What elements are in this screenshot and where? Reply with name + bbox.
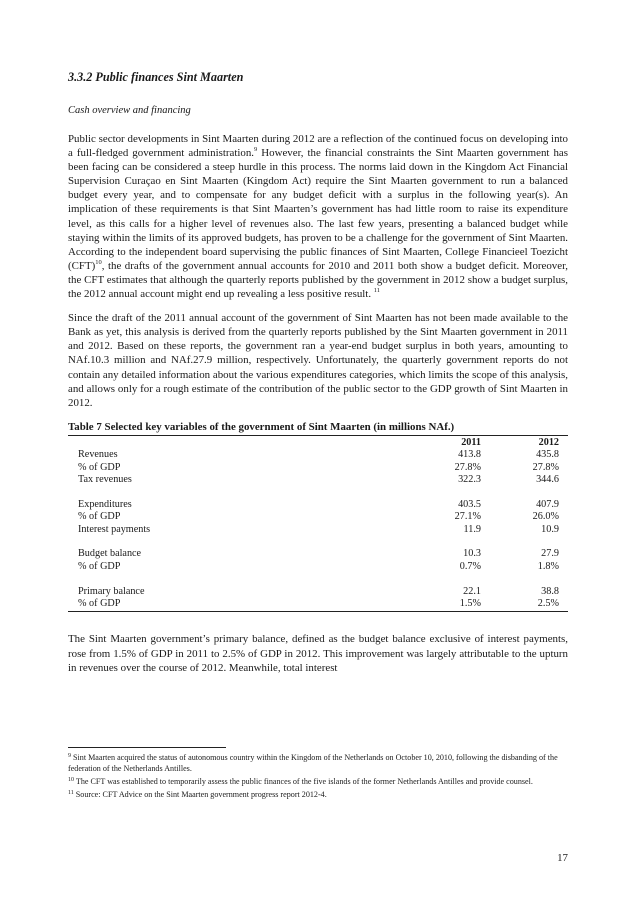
value-2011: 413.8 — [458, 449, 481, 461]
value-2012: 27.9 — [541, 548, 559, 560]
section-subheading: Cash overview and financing — [68, 105, 191, 116]
value-2012: 435.8 — [536, 449, 559, 461]
footnote-ref-9[interactable]: 9 — [254, 146, 258, 154]
table-row — [68, 524, 568, 536]
value-2011: 22.1 — [463, 585, 481, 597]
value-2012: 1.8% — [537, 560, 559, 572]
table-spacer — [68, 536, 568, 548]
footnote-number: 9 — [68, 753, 71, 759]
row-label: % of GDP — [78, 461, 121, 473]
table-spacer — [68, 486, 568, 498]
footnote-divider — [68, 747, 226, 748]
footnote-text: Sint Maarten acquired the status of autonomous country within the Kingdom of the Netherlands on October 10, 2010, following the disbanding of the federation of the Netherlands Antilles. — [68, 753, 558, 773]
value-2012: 26.0% — [532, 511, 559, 523]
row-label: Revenues — [78, 449, 118, 461]
value-2011: 27.1% — [454, 511, 481, 523]
table-row — [68, 449, 568, 461]
table-row — [68, 548, 568, 560]
column-header-2012: 2012 — [538, 436, 559, 448]
value-2011: 322.3 — [458, 474, 481, 485]
footnote-ref-10[interactable]: 10 — [95, 258, 102, 266]
row-label: Tax revenues — [78, 474, 132, 485]
footnote-number: 11 — [68, 790, 74, 796]
table-row — [68, 511, 568, 523]
value-2011: 0.7% — [459, 560, 481, 572]
value-2012: 38.8 — [541, 585, 559, 597]
column-header-2011: 2011 — [461, 436, 481, 448]
row-label: Primary balance — [78, 585, 145, 597]
row-label: % of GDP — [78, 560, 121, 572]
table-spacer — [68, 573, 568, 585]
footnote-text: Source: CFT Advice on the Sint Maarten government progress report 2012-4. — [73, 790, 327, 799]
page-content — [68, 70, 568, 685]
value-2012: 344.6 — [536, 474, 559, 485]
value-2011: 1.5% — [459, 598, 481, 610]
footnote-11 — [68, 789, 568, 800]
value-2012: 27.8% — [532, 461, 559, 473]
table-row — [68, 462, 568, 474]
paragraph-1-text-c: , the drafts of the government annual accounts for 2010 and 2011 both show a budget deficit. Moreover, the CFT estimates that although the quarterly reports published by the government in 2012 show a budget surplus, the 2012 annual account might end up revealing a less positive result. — [68, 259, 568, 301]
footnotes — [68, 752, 568, 802]
table-row — [68, 586, 568, 598]
paragraph-3: The Sint Maarten government’s primary balance, defined as the budget balance exclusive of interest payments, rose from 1.5% of GDP in 2011 to 2.5% of GDP in 2012. This improvement was largely attributable to the upturn in revenues over the course of 2012. Meanwhile, total interest — [68, 633, 568, 674]
key-variables-table — [68, 435, 568, 613]
row-label: Interest payments — [78, 523, 151, 535]
value-2011: 11.9 — [463, 523, 481, 535]
paragraph-1 — [68, 132, 568, 301]
paragraph-2: Since the draft of the 2011 annual account of the government of Sint Maarten has not been made available to the Bank as yet, this analysis is derived from the quarterly reports published by the Sint Maarten government in 2011 and 2012. Based on these reports, the government ran a year-end budget surplus in both years, amounting to NAf.10.3 million and NAf.27.9 million, respectively. Unfortunately, the quarterly government reports do not contain any detailed information about the various expenditures categories, which limits the scope of this analysis, and allows only for a rough estimate of the contribution of the public sector to the GDP growth of Sint Maarten in 2012. — [68, 312, 568, 409]
value-2011: 10.3 — [463, 548, 481, 560]
table-row — [68, 598, 568, 612]
value-2011: 403.5 — [458, 498, 481, 510]
row-label: Expenditures — [78, 498, 132, 510]
section-heading: 3.3.2 Public finances Sint Maarten — [68, 70, 244, 84]
table-title: Table 7 Selected key variables of the government of Sint Maarten (in millions NAf.) — [68, 420, 455, 433]
table-row — [68, 499, 568, 511]
table-row — [68, 474, 568, 486]
row-label: % of GDP — [78, 598, 121, 610]
footnote-ref-11[interactable]: 11 — [373, 287, 381, 295]
value-2012: 407.9 — [536, 498, 559, 510]
value-2012: 10.9 — [541, 523, 559, 535]
paragraph-1-text-a: Public sector developments in Sint Maarten during 2012 are a reflection of the continued focus on developing into a full-fledged government administration. — [68, 133, 568, 160]
paragraph-1-text-b: However, the financial constraints the Sint Maarten government has been facing can be considered a steep hurdle in this process. The norms laid down in the Kingdom Act Financial Supervision Curaçao en Sint Maarten (Kingdom Act) require the Sint Maarten government to run a balanced budget every year, and to compensate for any budget deficit with a surplus in the following year(s). An implication of these requirements is that Sint Maarten’s government has had little room to raise its expenditure level, as this calls for a higher level of revenues also. The last few years, presenting a balanced budget while staying within the limits of its approved budgets, has proven to be a challenge for the government of Sint Maarten. According to the independent board supervising the public finances of Sint Maarten, College Financieel Toezicht (CFT) — [68, 147, 569, 272]
row-label: Budget balance — [78, 548, 142, 560]
table-header-row — [68, 435, 568, 449]
value-2012: 2.5% — [537, 598, 559, 610]
table-header-label — [68, 435, 421, 449]
page-number: 17 — [557, 852, 568, 864]
footnote-9 — [68, 752, 568, 774]
footnote-text: The CFT was established to temporarily assess the public finances of the five islands of the former Netherlands Antilles and provide counsel. — [74, 777, 533, 786]
footnote-number: 10 — [68, 777, 74, 783]
footnote-10 — [68, 776, 568, 787]
value-2011: 27.8% — [454, 461, 481, 473]
table-row — [68, 561, 568, 573]
row-label: % of GDP — [78, 511, 121, 523]
